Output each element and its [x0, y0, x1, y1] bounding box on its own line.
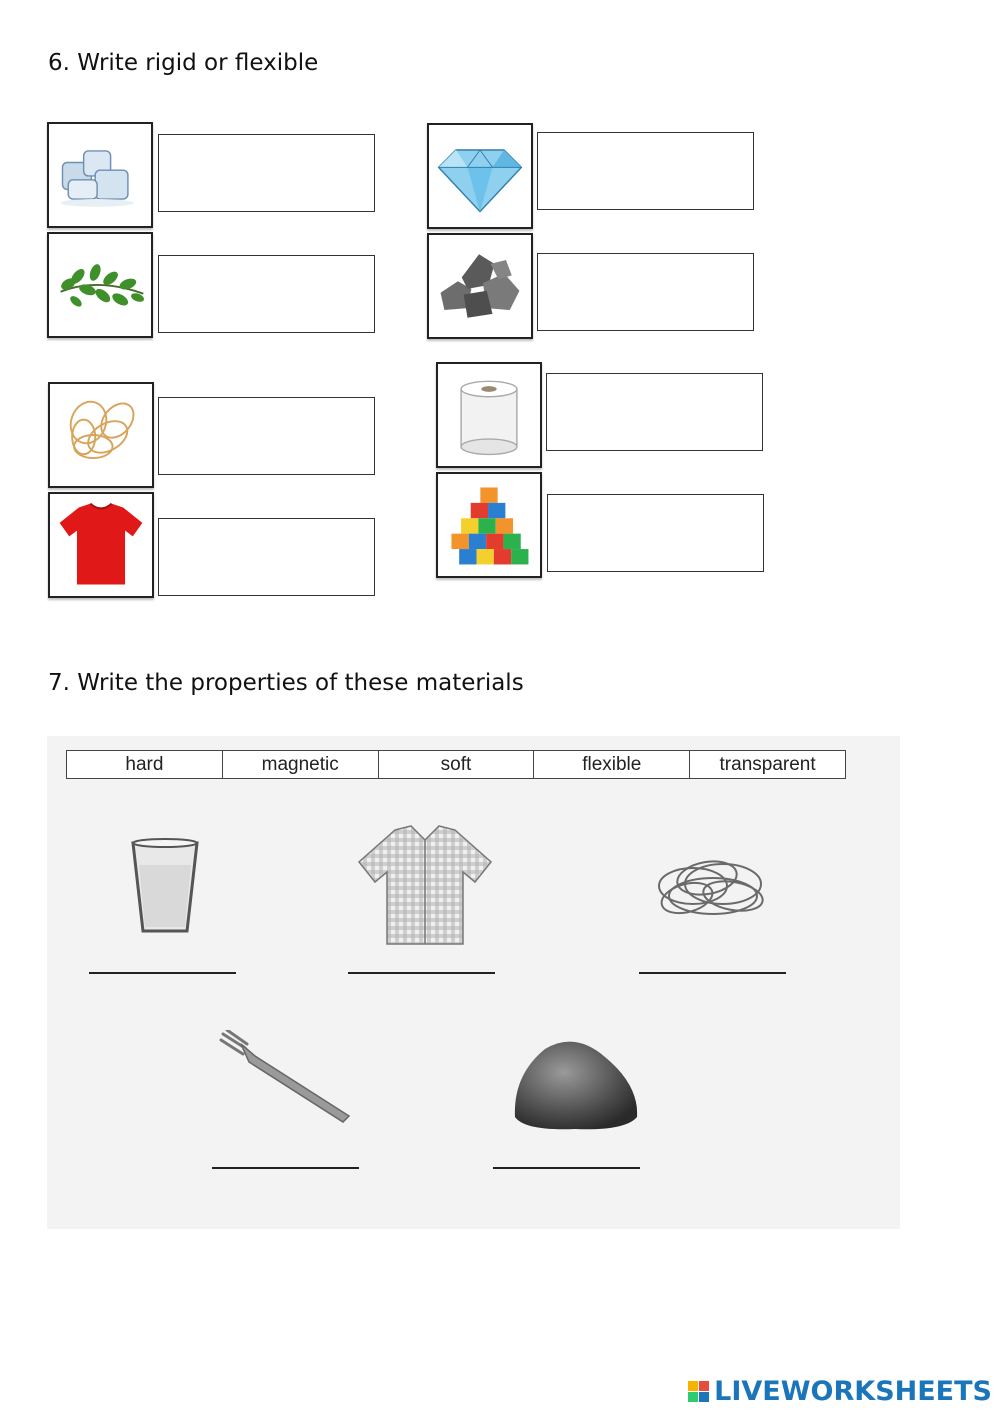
answer-box-tshirt[interactable]: [158, 518, 375, 596]
word-magnetic: magnetic: [223, 751, 379, 778]
section-6-title: 6. Write rigid or flexible: [48, 50, 319, 76]
liveworksheets-logo: [688, 1376, 992, 1407]
answer-box-plant[interactable]: [158, 255, 375, 333]
answer-box-rubber-bands[interactable]: [158, 397, 375, 475]
checked-shirt-icon: [355, 822, 495, 948]
materials-panel: [47, 736, 900, 1229]
liveworksheets-logo-icon: [688, 1381, 710, 1403]
answer-box-diamond[interactable]: [537, 132, 754, 210]
stone-icon: [505, 1035, 645, 1135]
fork-icon: [215, 1030, 360, 1126]
red-tshirt-icon: [48, 492, 154, 598]
answer-line-stone[interactable]: [493, 1167, 640, 1169]
diamond-icon: [427, 123, 533, 229]
word-transparent: transparent: [719, 754, 816, 775]
answer-line-glass[interactable]: [89, 972, 236, 974]
answer-box-toilet-paper[interactable]: [546, 373, 763, 451]
toy-blocks-icon: [436, 472, 542, 578]
plant-leaves-icon: [47, 232, 153, 338]
word-bank: [66, 750, 846, 779]
rubber-bands-gray-icon: [643, 840, 783, 936]
word-flexible: flexible: [534, 751, 690, 778]
rocks-icon: [427, 233, 533, 339]
answer-line-shirt[interactable]: [348, 972, 495, 974]
glass-icon: [125, 835, 205, 941]
answer-box-rocks[interactable]: [537, 253, 754, 331]
word-soft: soft: [379, 751, 535, 778]
logo-text: LIVEWORKSHEETS: [714, 1376, 992, 1407]
toilet-paper-icon: [436, 362, 542, 468]
section-7-title: 7. Write the properties of these materials: [48, 670, 524, 696]
answer-box-blocks[interactable]: [547, 494, 764, 572]
answer-box-ice[interactable]: [158, 134, 375, 212]
answer-line-fork[interactable]: [212, 1167, 359, 1169]
rubber-bands-icon: [48, 382, 154, 488]
answer-line-rubber-bands[interactable]: [639, 972, 786, 974]
ice-cubes-icon: [47, 122, 153, 228]
word-hard: hard: [67, 751, 223, 778]
